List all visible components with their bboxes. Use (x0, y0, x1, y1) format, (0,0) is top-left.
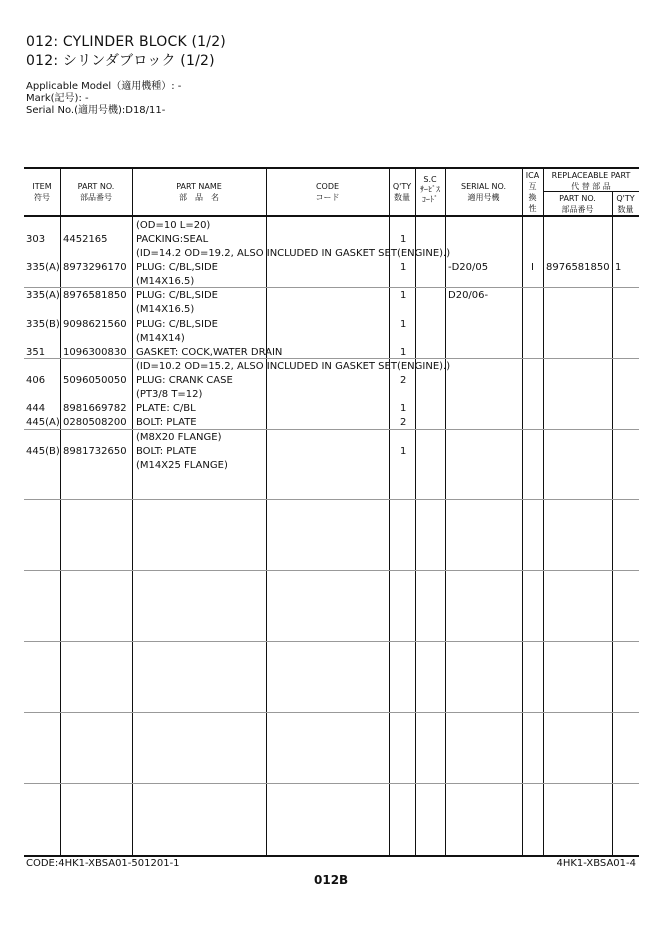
repl-part-no: 8976581850 (546, 262, 610, 273)
serial-range: D20/06- (448, 290, 489, 301)
page-title-en: 012: CYLINDER BLOCK (1/2) (26, 34, 226, 50)
repl-qty: 1 (615, 262, 622, 273)
item-no: 303 (26, 234, 46, 245)
part-name-line: BOLT: PLATE (136, 417, 197, 428)
part-name-line: PLATE: C/BL (136, 403, 196, 414)
row-separator (24, 641, 639, 642)
part-name-line: (M8X20 FLANGE) (136, 432, 222, 443)
header-repl-qty: Q'TY 数量 (616, 194, 635, 214)
row-separator (24, 783, 639, 784)
item-no: 445(B) (26, 446, 60, 457)
table-top-border (24, 167, 639, 169)
part-name-line: (OD=10 L=20) (136, 220, 211, 231)
item-no: 335(A) (26, 262, 60, 273)
item-no: 406 (26, 375, 46, 386)
qty: 1 (400, 446, 407, 457)
part-name-line: GASKET: COCK,WATER DRAIN (136, 347, 283, 358)
part-name-line: PLUG: C/BL,SIDE (136, 290, 218, 301)
part-no: 8981732650 (63, 446, 127, 457)
header-part-no: PART NO. 部品番号 (77, 182, 115, 202)
footer-code: CODE:4HK1-XBSA01-501201-1 (26, 858, 180, 869)
header-bottom-border (24, 215, 639, 217)
qty: 1 (400, 319, 407, 330)
header-qty: Q'TY 数量 (392, 182, 412, 202)
part-no: 8981669782 (63, 403, 127, 414)
header-item: ITEM 符号 (32, 182, 52, 202)
qty: 2 (400, 417, 407, 428)
part-name-line: (M14X25 FLANGE) (136, 460, 228, 471)
col-divider (522, 168, 523, 856)
page-title-jp: 012: シリンダブロック (1/2) (26, 53, 215, 69)
qty: 1 (400, 403, 407, 414)
serial-no: Serial No.(適用号機):D18/11- (26, 105, 166, 116)
col-divider (60, 168, 61, 856)
part-name-line: PACKING:SEAL (136, 234, 209, 245)
part-name-line: (M14X16.5) (136, 276, 195, 287)
row-separator (24, 287, 639, 288)
item-no: 444 (26, 403, 46, 414)
header-serial: SERIAL NO. 適用号機 (460, 182, 507, 202)
part-name-line: (M14X16.5) (136, 304, 195, 315)
part-no: 0280508200 (63, 417, 127, 428)
col-divider (389, 168, 390, 856)
table-bottom-border (24, 855, 639, 857)
qty: 2 (400, 375, 407, 386)
header-replaceable: REPLACEABLE PART 代 替 部 品 (551, 171, 631, 191)
header-ica: ICA 互 換 性 (525, 171, 540, 213)
part-no: 5096050050 (63, 375, 127, 386)
part-no: 8976581850 (63, 290, 127, 301)
col-divider (132, 168, 133, 856)
part-name-line: PLUG: CRANK CASE (136, 375, 233, 386)
ica-flag: I (531, 262, 534, 273)
qty: 1 (400, 347, 407, 358)
part-no: 9098621560 (63, 319, 127, 330)
qty: 1 (400, 262, 407, 273)
col-divider (445, 168, 446, 856)
qty: 1 (400, 234, 407, 245)
header-repl-part-no: PART NO. 部品番号 (559, 194, 596, 214)
part-no: 8973296170 (63, 262, 127, 273)
col-divider (415, 168, 416, 856)
part-no: 4452165 (63, 234, 108, 245)
mark: Mark(記号): - (26, 93, 89, 104)
header-service-code: S.C ｻｰﾋﾞｽ ｺｰﾄﾞ (420, 175, 440, 204)
row-separator (24, 429, 639, 430)
row-separator (24, 499, 639, 500)
col-divider (612, 191, 613, 856)
item-no: 351 (26, 347, 46, 358)
serial-range: -D20/05 (448, 262, 489, 273)
item-no: 335(B) (26, 319, 60, 330)
part-name-line: PLUG: C/BL,SIDE (136, 319, 218, 330)
part-name-line: PLUG: C/BL,SIDE (136, 262, 218, 273)
item-no: 335(A) (26, 290, 60, 301)
header-code: CODE コード (315, 182, 340, 202)
header-part-name: PART NAME 部 品 名 (176, 182, 222, 202)
part-no: 1096300830 (63, 347, 127, 358)
part-name-line: (ID=10.2 OD=15.2, ALSO INCLUDED IN GASKET SET(ENGINE).) (136, 361, 451, 372)
qty: 1 (400, 290, 407, 301)
applicable-model: Applicable Model（適用機種）: - (26, 81, 182, 92)
part-name-line: (ID=14.2 OD=19.2, ALSO INCLUDED IN GASKET SET(ENGINE).) (136, 248, 451, 259)
footer-ref: 4HK1-XBSA01-4 (556, 858, 636, 869)
item-no: 445(A) (26, 417, 60, 428)
part-name-line: BOLT: PLATE (136, 446, 197, 457)
row-separator (24, 712, 639, 713)
col-divider (266, 168, 267, 856)
col-divider (543, 168, 544, 856)
part-name-line: (PT3/8 T=12) (136, 389, 203, 400)
row-separator (24, 570, 639, 571)
page-number: 012B (314, 873, 349, 887)
part-name-line: (M14X14) (136, 333, 185, 344)
